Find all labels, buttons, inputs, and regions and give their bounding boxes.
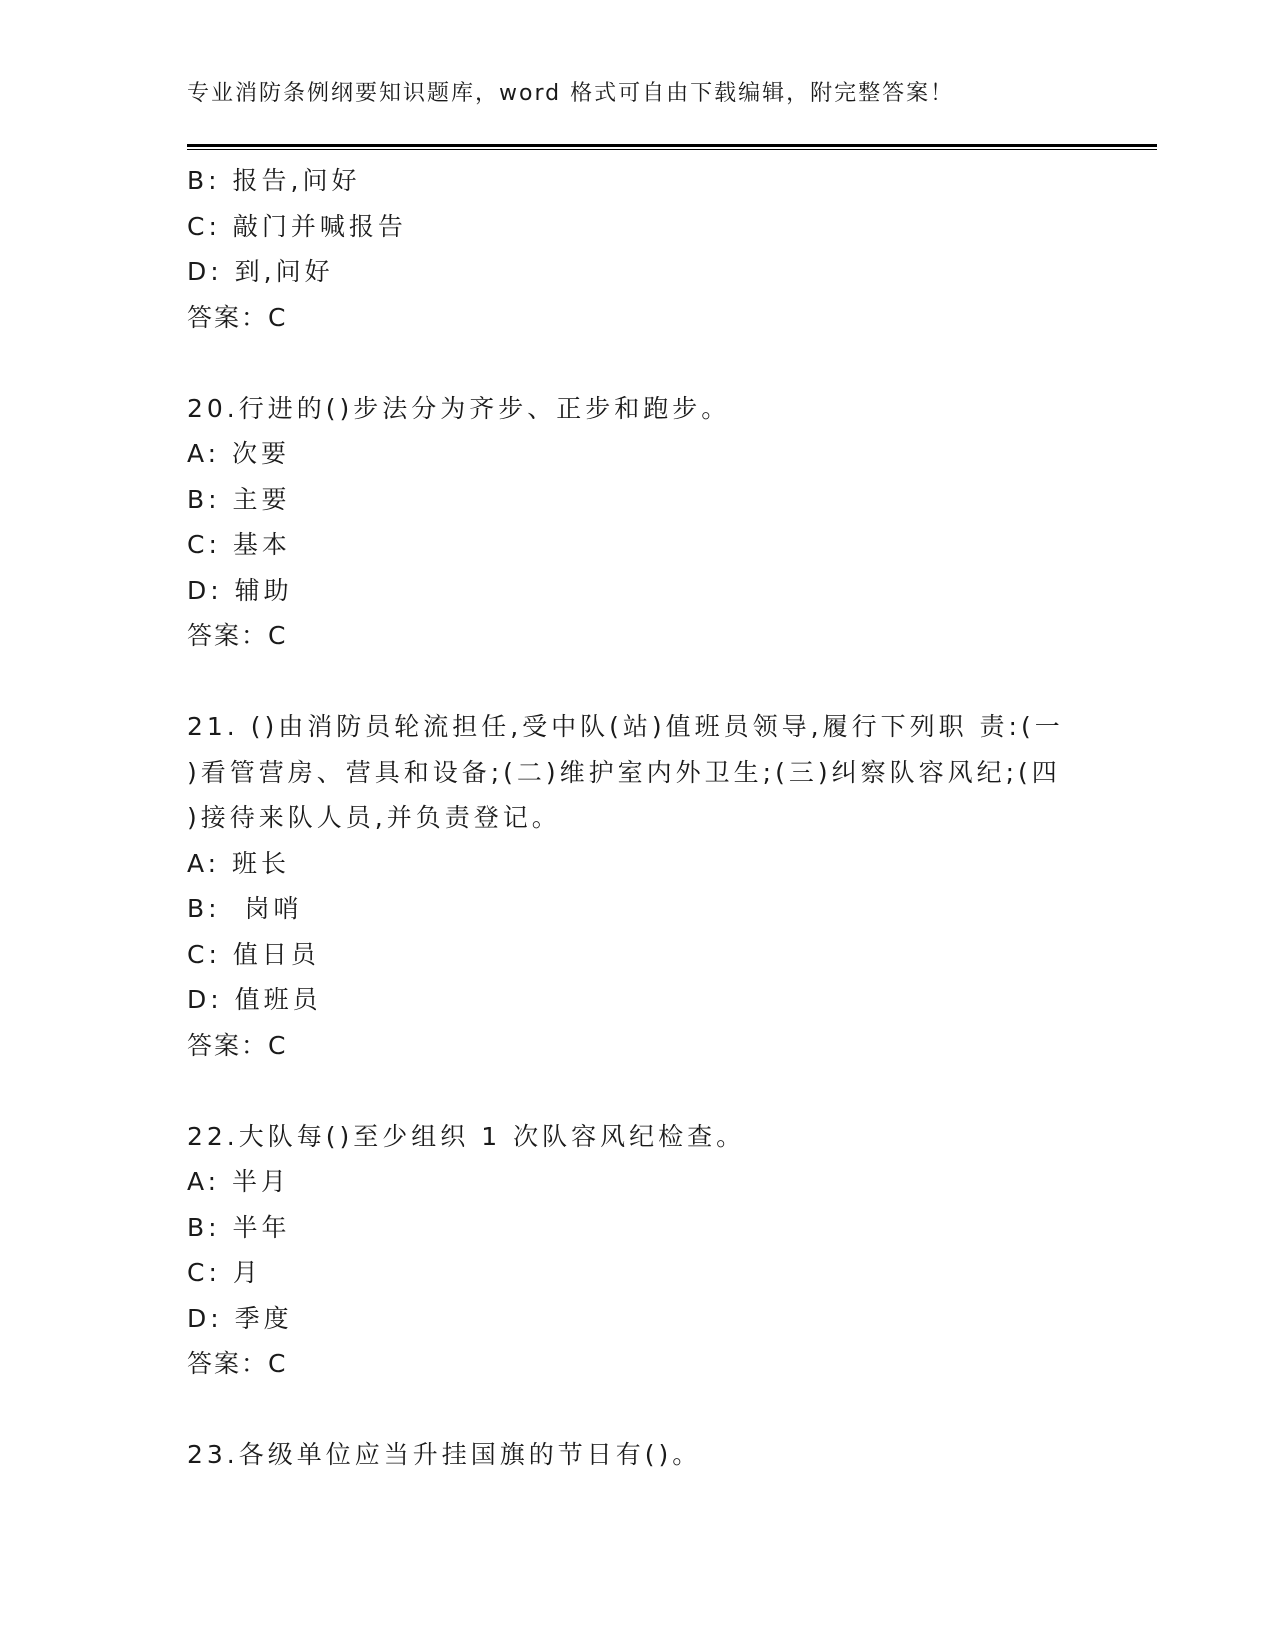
answer-line: 答案：C (187, 302, 288, 332)
option-a: A: 班长 (187, 848, 291, 878)
answer-line: 答案：C (187, 1349, 288, 1378)
question-22 (187, 1114, 1087, 1387)
page-header: 专业消防条例纲要知识题库，word 格式可自由下载编辑，附完整答案！ (187, 81, 955, 106)
question-20 (187, 386, 1087, 659)
option-a: A: 半月 (187, 1167, 291, 1196)
spacer (187, 340, 1087, 386)
option-c: C: 基本 (187, 530, 291, 559)
question-stem-line-3: )接待来队人员,并负责登记。 (187, 803, 561, 832)
option-d: D: 季度 (187, 1303, 293, 1333)
spacer (187, 1387, 1087, 1433)
option-b: B: 主要 (187, 484, 291, 514)
option-d: D: 到,问好 (187, 257, 334, 286)
option-b: B: 岗哨 (187, 894, 303, 923)
question-stem: 22.大队每()至少组织 1 次队容风纪检查。 (187, 1121, 746, 1151)
document-body (187, 158, 1087, 1478)
answer-line: 答案：C (187, 621, 288, 650)
option-c: C: 月 (187, 1258, 262, 1287)
spacer (187, 659, 1087, 705)
option-c: C: 敲门并喊报告 (187, 211, 407, 241)
answer-line: 答案：C (187, 1030, 288, 1060)
question-19-continued (187, 158, 1087, 340)
header-divider (187, 144, 1157, 151)
option-d: D: 辅助 (187, 575, 293, 605)
question-23 (187, 1432, 1087, 1478)
question-stem-line-2: )看管营房、营具和设备;(二)维护室内外卫生;(三)纠察队容风纪;(四 (187, 757, 1061, 787)
header-divider-thin (187, 149, 1157, 150)
spacer (187, 1068, 1087, 1114)
question-stem: 23.各级单位应当升挂国旗的节日有()。 (187, 1440, 702, 1469)
option-d: D: 值班员 (187, 985, 322, 1014)
question-stem: 20.行进的()步法分为齐步、正步和跑步。 (187, 393, 731, 423)
question-stem-line-1: 21. ()由消防员轮流担任,受中队(站)值班员领导,履行下列职 责:(一 (187, 712, 1064, 741)
option-a: A: 次要 (187, 439, 291, 468)
header-divider-thick (187, 144, 1157, 147)
option-b: B: 半年 (187, 1212, 291, 1242)
option-b: B: 报告,问好 (187, 166, 361, 195)
question-21 (187, 704, 1087, 1068)
option-c: C: 值日员 (187, 939, 320, 969)
